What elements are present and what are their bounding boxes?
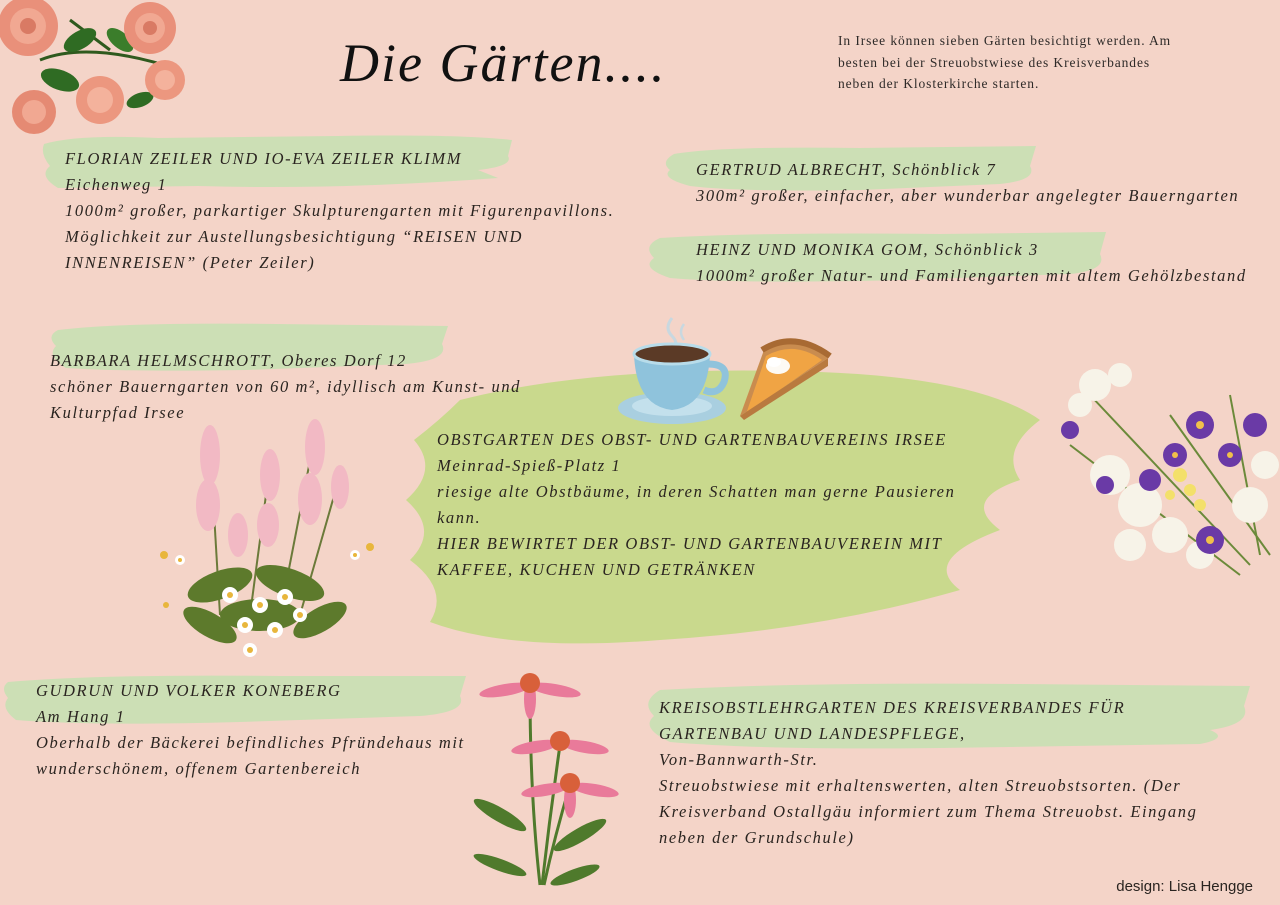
garden-description: neben der Grundschule) <box>659 828 855 847</box>
garden-name: GUDRUN UND VOLKER KONEBERG <box>36 681 342 700</box>
wildflower-bouquet-icon <box>1050 355 1280 590</box>
garden-note: KAFFEE, KUCHEN UND GETRÄNKEN <box>437 560 756 579</box>
intro-line: In Irsee können sieben Gärten besichtigt werden. Am <box>838 33 1172 48</box>
garden-name: FLORIAN ZEILER UND IO-EVA ZEILER KLIMM <box>65 149 463 168</box>
garden-description: Streuobstwiese mit erhaltenswerten, alten Streuobstsorten. (Der <box>659 776 1182 795</box>
garden-albrecht <box>696 157 1239 209</box>
garden-description: 1000m² großer, parkartiger Skulpturengarten mit Figurenpavillons. <box>65 201 615 220</box>
intro-text <box>838 30 1258 95</box>
garden-address: Meinrad-Spieß-Platz 1 <box>437 456 622 475</box>
garden-koneberg <box>36 678 465 782</box>
garden-name: BARBARA HELMSCHROTT, Oberes Dorf 12 <box>50 351 407 370</box>
garden-kreisobst <box>659 695 1197 851</box>
garden-zeiler <box>65 146 614 276</box>
garden-helmschrott <box>50 348 521 426</box>
garden-name: HEINZ UND MONIKA GOM, Schönblick 3 <box>696 240 1039 259</box>
garden-description: Kulturpfad Irsee <box>50 403 186 422</box>
coffee-cup-icon <box>612 310 732 430</box>
echinacea-icon <box>460 665 620 895</box>
garden-obstgarten <box>437 427 955 583</box>
garden-gom <box>696 237 1247 289</box>
garden-description: wunderschönem, offenem Gartenbereich <box>36 759 362 778</box>
garden-description: Möglichkeit zur Austellungsbesichtigung “REISEN UND <box>65 227 524 246</box>
garden-description: kann. <box>437 508 482 527</box>
garden-description: Kreisverband Ostallgäu informiert zum Thema Streuobst. Eingang <box>659 802 1198 821</box>
pie-slice-icon <box>734 332 834 422</box>
garden-address: Von-Bannwarth-Str. <box>659 750 819 769</box>
garden-name: KREISOBSTLEHRGARTEN DES KREISVERBANDES FÜR <box>659 698 1126 717</box>
page-title: Die Gärten.... <box>340 33 667 93</box>
garden-description: schöner Bauerngarten von 60 m², idyllisch am Kunst- und <box>50 377 522 396</box>
garden-name: OBSTGARTEN DES OBST- UND GARTENBAUVEREINS IRSEE <box>437 430 947 449</box>
garden-name: GERTRUD ALBRECHT, Schönblick 7 <box>696 160 997 179</box>
garden-note: HIER BEWIRTET DER OBST- UND GARTENBAUVEREIN MIT <box>437 534 943 553</box>
pink-flower-bunch-icon <box>150 415 390 665</box>
garden-description: Oberhalb der Bäckerei befindliches Pfründehaus mit <box>36 733 465 752</box>
garden-address: Am Hang 1 <box>36 707 126 726</box>
rose-bouquet-icon <box>0 0 195 140</box>
intro-line: besten bei der Streuobstwiese des Kreisverbandes <box>838 54 1150 70</box>
garden-description: 1000m² großer Natur- und Familiengarten mit altem Gehölzbestand <box>696 266 1247 285</box>
garden-description: 300m² großer, einfacher, aber wunderbar angelegter Bauerngarten <box>696 186 1240 205</box>
design-credit: design: Lisa Hengge <box>1116 878 1253 895</box>
garden-name: GARTENBAU UND LANDESPFLEGE, <box>659 724 966 743</box>
garden-description: riesige alte Obstbäume, in deren Schatten man gerne Pausieren <box>437 482 956 501</box>
garden-description: INNENREISEN” (Peter Zeiler) <box>65 253 316 272</box>
intro-line: neben der Klosterkirche starten. <box>838 76 1040 91</box>
garden-address: Eichenweg 1 <box>65 175 168 194</box>
